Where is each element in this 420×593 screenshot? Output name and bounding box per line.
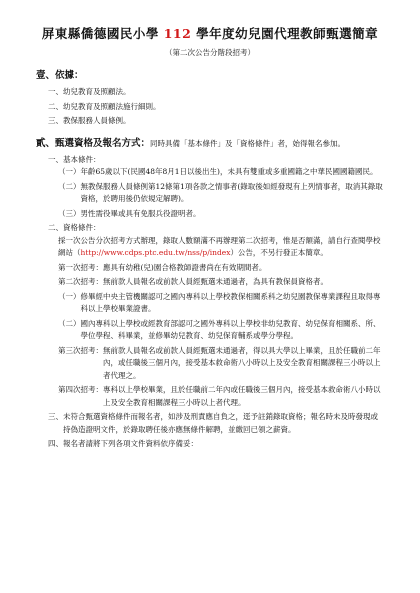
documents-label: 四、報名者請將下列各項文件資料依序備妥： bbox=[48, 439, 198, 448]
list-item-text: 無教保服務人員條例第12條第1項各款之情事者(錄取後如經發現有上列情事者，取消其錄取資格，於聘用後仍依規定解聘)。 bbox=[80, 181, 383, 203]
list-item-label: 三、 bbox=[48, 412, 63, 421]
qualification-intro bbox=[36, 235, 384, 260]
list-item-text: 未符合甄選資格條件而報名者，如涉及刑責應自負之，逕予註銷錄取資格；報名時未及時發現或持偽造證明文件，於錄取聘任後亦應無條件解聘，並繳回已領之薪資。 bbox=[63, 412, 378, 434]
list-item-text: 男性需役畢或具有免服兵役證明者。 bbox=[80, 208, 201, 218]
section-basis-heading: 壹、依據： bbox=[36, 70, 84, 81]
round-item bbox=[36, 276, 384, 289]
section-qualification-note: 同時具備「基本條件」及「資格條件」者，始得報名參加。 bbox=[150, 138, 346, 148]
round-item bbox=[36, 345, 384, 383]
list-item-text: 年齡65歲以下(民國48年8月1日以後出生)，未具有雙重或多重國籍之中華民國國籍國民。 bbox=[80, 167, 378, 176]
round-text: 無前款人員報名或前款人員經甄選未通過者，得以具大學以上畢業，且於任職前二年內，或任職後三個月內，接受基本救命術八小時以上及安全教育相關課程三小時以上者代理之。 bbox=[103, 345, 381, 380]
qualification-intro-end: ）公告，不另行發正本簡章。 bbox=[230, 248, 328, 257]
school-website-link[interactable]: http://www.cdps.ptc.edu.tw/nss/p/index bbox=[80, 248, 231, 257]
title-prefix: 屏東縣僑德國民小學 bbox=[41, 26, 159, 41]
list-item bbox=[36, 291, 384, 316]
qualification-intro-text: 採一次公告分次招考方式辦理，錄取人數額滿不再辦理第二次招考，惟是否額滿，請自行查閱學校網站（ bbox=[58, 235, 381, 257]
round-label: 第四次招考： bbox=[58, 385, 103, 394]
basis-item: 三、教保服務人員條例。 bbox=[48, 116, 131, 125]
list-item-label: （二） bbox=[58, 318, 81, 328]
basic-conditions-label: 一、基本條件： bbox=[48, 154, 101, 164]
round-text: 無前款人員報名或前款人員經甄選未通過者，為具有教保員資格者。 bbox=[103, 277, 328, 286]
list-item-label: （二） bbox=[58, 181, 81, 191]
basis-item: 二、幼兒教育及照顧法施行細則。 bbox=[48, 101, 161, 111]
list-item-text: 修畢經中央主管機關認可之國內專科以上學校教保相關系科之幼兒園教保專業課程且取得專科以上學校畢業證書。 bbox=[80, 291, 381, 313]
list-item-label: （三） bbox=[58, 208, 81, 218]
round-label: 第二次招考： bbox=[58, 277, 103, 286]
page-subtitle: （第二次公告分階段招考） bbox=[165, 48, 255, 57]
title-year: 112 bbox=[163, 26, 192, 41]
section-qualification-heading bbox=[36, 138, 384, 150]
title-suffix: 學年度幼兒園代理教師甄選簡章 bbox=[196, 26, 379, 41]
list-item-text: 國內專科以上學校或經教育部認可之國外專科以上學校非幼兒教育、幼兒保育相關系、所、學位學程、科畢業，並修畢幼兒教育、幼兒保育輔系或學分學程。 bbox=[80, 318, 381, 340]
round-text: 專科以上學校畢業，且於任職前二年內或任職後三個月內，接受基本救命術八小時以上及安全教育相關課程三小時以上者代理。 bbox=[103, 385, 381, 407]
round-label: 第三次招考： bbox=[58, 345, 103, 355]
list-item bbox=[36, 411, 384, 436]
round-item bbox=[36, 384, 384, 409]
list-item-label: （一） bbox=[58, 167, 81, 176]
list-item bbox=[36, 166, 384, 179]
basis-item: 一、幼兒教育及照顧法。 bbox=[48, 87, 131, 96]
round-text: 應具有幼稚(兒)園合格教師證書尚在有效期間者。 bbox=[103, 262, 267, 272]
qualification-conditions-label: 二、資格條件： bbox=[48, 223, 101, 232]
round-label: 第一次招考： bbox=[58, 262, 103, 272]
list-item bbox=[36, 181, 384, 206]
round-item bbox=[36, 262, 384, 275]
list-item-label: （一） bbox=[58, 291, 81, 301]
page-title bbox=[36, 26, 384, 42]
list-item bbox=[36, 208, 384, 221]
list-item bbox=[36, 318, 384, 343]
section-qualification-title: 貳、甄選資格及報名方式： bbox=[36, 137, 151, 149]
